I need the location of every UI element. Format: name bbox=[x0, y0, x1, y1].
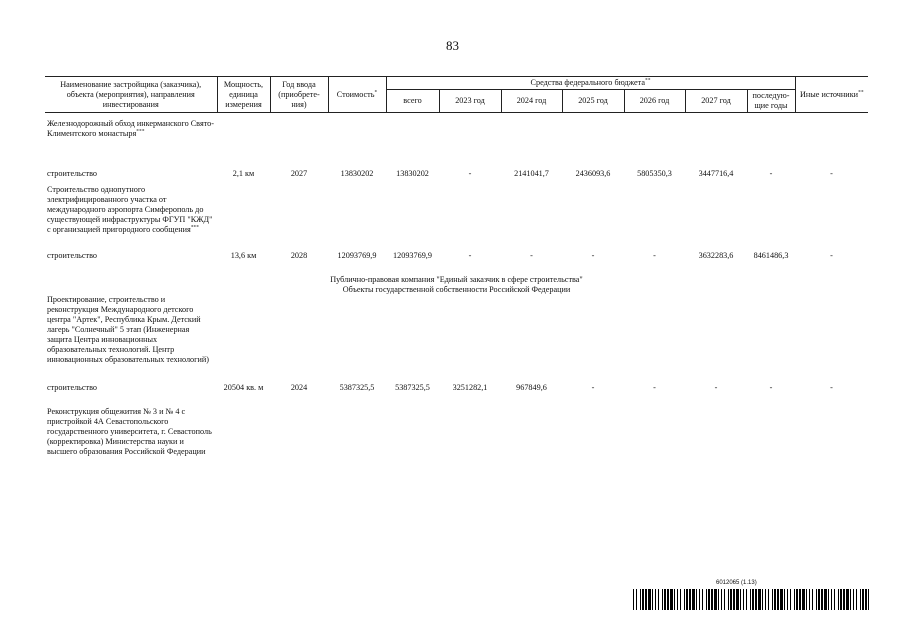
later-years: - bbox=[769, 383, 773, 392]
later-years: - bbox=[769, 169, 773, 178]
section-heading: Публично-правовая компания "Единый заказчик в сфере строительства" bbox=[330, 275, 583, 284]
capacity: 13,6 км bbox=[230, 251, 257, 260]
object-row bbox=[45, 185, 868, 235]
barcode-label: 6012065 (1.13) bbox=[716, 580, 757, 586]
y2023: - bbox=[468, 251, 472, 260]
total: 12093769,9 bbox=[393, 251, 432, 260]
object-name-text: Строительство однопутного электрифицированного участка от международного аэропорта Симферополь до существующей инфраструктуры ФГУП "КЖД" с организацией пригородного сообщения bbox=[47, 185, 213, 234]
header-other-label: Иные источники bbox=[799, 89, 859, 99]
cost: 13830202 bbox=[340, 169, 374, 178]
y2023: 3251282,1 bbox=[452, 383, 488, 392]
object-name-text: Железнодорожный обход инкерманского Свято-Климентского монастыря bbox=[47, 119, 214, 138]
object-name: Реконструкция общежития № 3 и № 4 с пристройкой 4А Севастопольского государственного университета, г. Севастополь (корректировка) Министерства науки и высшего образования Российской Федерации bbox=[47, 407, 212, 456]
section-heading-row bbox=[45, 261, 868, 285]
later-years: 8461486,3 bbox=[753, 251, 789, 260]
y2023: - bbox=[468, 169, 472, 178]
footnote-mark: *** bbox=[136, 128, 145, 135]
capacity: 2,1 км bbox=[232, 169, 255, 178]
other-sources: - bbox=[830, 251, 833, 260]
footnote-mark: * bbox=[374, 88, 378, 95]
subheader-2027: 2027 год bbox=[685, 90, 747, 113]
header-cost bbox=[328, 77, 386, 113]
cost: 5387325,5 bbox=[339, 383, 375, 392]
subheader-later-years: последую-щие годы bbox=[747, 90, 795, 113]
direction: строительство bbox=[47, 251, 98, 260]
other-sources: - bbox=[830, 169, 833, 178]
total: 5387325,5 bbox=[395, 383, 430, 392]
header-name: Наименование застройщика (заказчика), объекта (мероприятия), направления инвестирования bbox=[45, 77, 217, 113]
header-other-sources bbox=[795, 77, 868, 113]
table-row bbox=[45, 365, 868, 393]
subheader-2025: 2025 год bbox=[562, 90, 624, 113]
header-federal-budget bbox=[386, 77, 795, 90]
table-header-row bbox=[45, 77, 868, 90]
y2027: 3632283,6 bbox=[698, 251, 734, 260]
y2025: 2436093,6 bbox=[575, 169, 611, 178]
object-name bbox=[45, 119, 217, 139]
y2024: - bbox=[530, 251, 533, 260]
object-name: Проектирование, строительство и реконструкция Международного детского центра "Артек", Республика Крым. Детский лагерь "Солнечный" 5 этап (Инженерная защита Центра инновационных образовательных технологий. Центр инновационных образовательных технологий) bbox=[47, 295, 209, 364]
investment-table bbox=[45, 76, 868, 457]
y2025: - bbox=[591, 383, 595, 392]
other-sources: - bbox=[830, 383, 833, 392]
subheader-2024: 2024 год bbox=[501, 90, 562, 113]
year: 2027 bbox=[290, 169, 308, 178]
object-row bbox=[45, 295, 868, 365]
header-cost-label: Стоимость bbox=[336, 89, 375, 99]
table-row bbox=[45, 235, 868, 261]
y2026: 5805350,3 bbox=[637, 169, 672, 178]
y2026: - bbox=[653, 383, 656, 392]
header-capacity: Мощность, единица измерения bbox=[217, 77, 270, 113]
y2024: 2141041,7 bbox=[514, 169, 549, 178]
cost: 12093769,9 bbox=[337, 251, 377, 260]
capacity: 20504 кв. м bbox=[223, 383, 264, 392]
subheader-total: всего bbox=[386, 90, 439, 113]
barcode-image bbox=[633, 589, 869, 610]
section-subheading: Объекты государственной собственности Российской Федерации bbox=[342, 285, 571, 294]
footnote-mark: *** bbox=[190, 224, 200, 231]
subheader-2023: 2023 год bbox=[439, 90, 501, 113]
header-year: Год ввода (приобрете-ния) bbox=[270, 77, 328, 113]
y2024: 967849,6 bbox=[516, 383, 547, 392]
object-row bbox=[45, 407, 868, 457]
y2027: 3447716,4 bbox=[698, 169, 734, 178]
year: 2024 bbox=[290, 383, 308, 392]
year: 2028 bbox=[290, 251, 308, 260]
direction: строительство bbox=[47, 383, 98, 392]
y2025: - bbox=[591, 251, 595, 260]
y2026: - bbox=[653, 251, 656, 260]
object-name bbox=[45, 185, 217, 235]
total: 13830202 bbox=[396, 169, 429, 178]
table-row bbox=[45, 139, 868, 179]
section-heading-row bbox=[45, 285, 868, 295]
y2027: - bbox=[714, 383, 718, 392]
object-row bbox=[45, 119, 868, 139]
subheader-2026: 2026 год bbox=[624, 90, 685, 113]
header-federal-label: Средства федерального бюджета bbox=[530, 78, 645, 87]
page-number: 83 bbox=[446, 38, 459, 53]
footnote-mark: ** bbox=[858, 88, 864, 95]
direction: строительство bbox=[47, 169, 98, 178]
footnote-mark: ** bbox=[644, 77, 651, 84]
